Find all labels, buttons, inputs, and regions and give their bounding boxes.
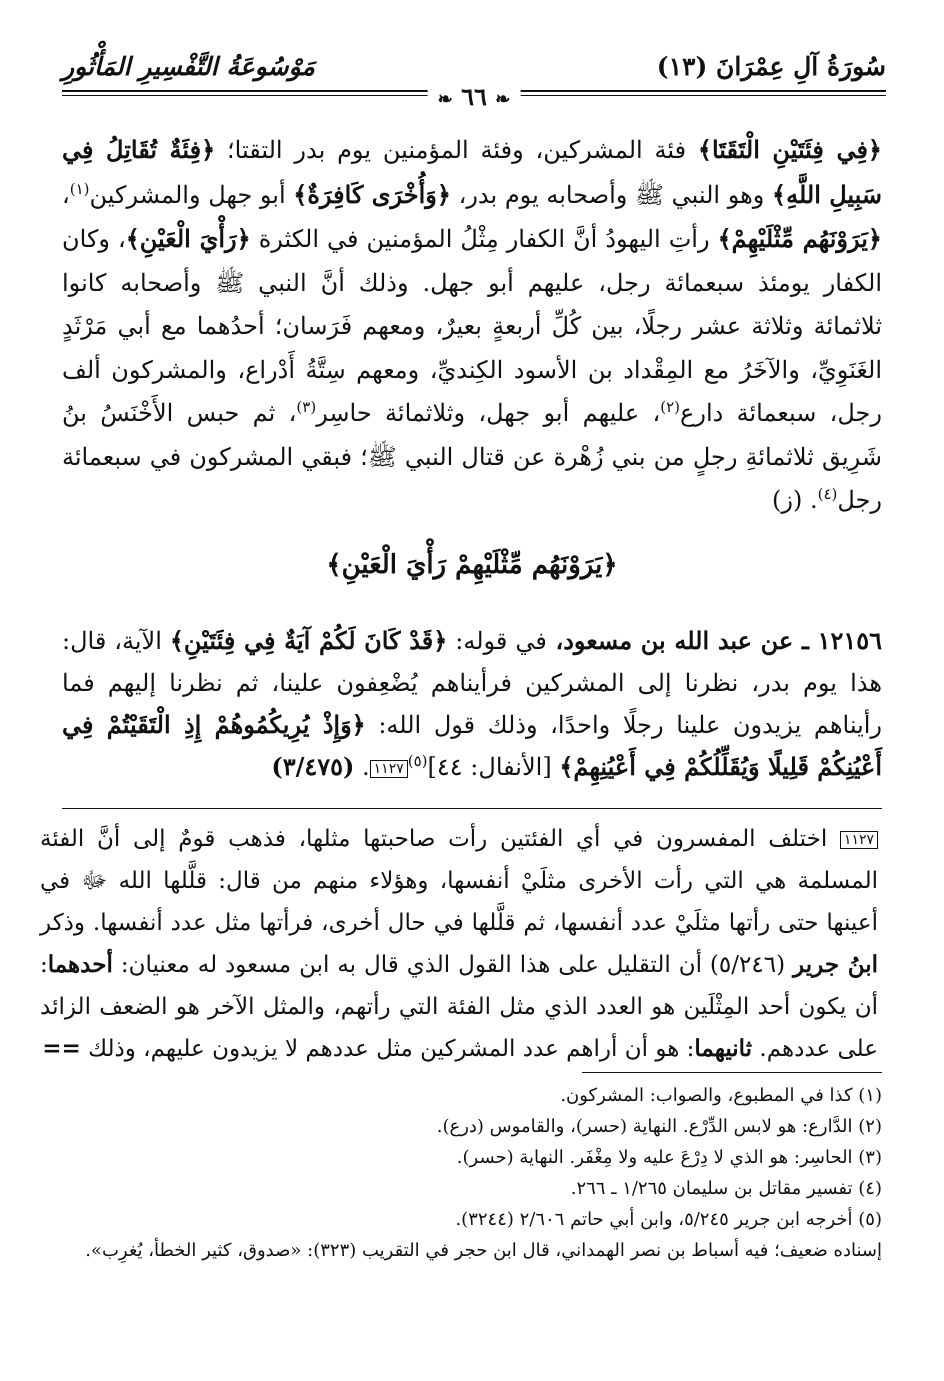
commentary-number-box: ١١٢٧ <box>840 831 878 849</box>
book-title: مَوْسُوعَةُ التَّفْسِيرِ المَأْثُورِ <box>62 52 315 81</box>
footnote-ref: (٥) <box>407 752 428 770</box>
text-run: أبو جهل والمشركين <box>89 180 294 209</box>
footnotes <box>62 1080 882 1266</box>
text-run: اختلف المفسرون في أي الفئتين رأت صاحبتها مثلها، فذهب قومٌ إلى أنَّ الفئة المسلمة هي التي رأت الأخرى مثلَيْ أنفسها، وهؤلاء منهم من قال: قلَّلها الله ﷻ في أعينها حتى رأتها مثلَيْ عدد أنفسها، ثم قلَّلها في حال أخرى، فرأتها مثل عدد أنفسها. وذكر <box>40 826 878 936</box>
page-header <box>62 52 886 112</box>
text-run: ، وكان الكفار يومئذ سبعمائة رجل، عليهم أبو جهل. وذلك أنَّ النبي ﷺ وأصحابه كانوا ثلاثمائة وثلاثة عشر رجلًا، بين كُلِّ أربعةٍ بعيرٌ، ومعهم فَرَسان؛ أحدُهما مع أبي مَرْثَدٍ الغَنَوِيِّ، والآخَرُ مع المِقْداد بن الأسود الكِنديِّ، ومعهم سِتَّةُ أَدْراع، والمشركون ألف رجل، سبعمائة دارع <box>62 225 882 427</box>
text-run: ، عليهم أبو جهل، وثلاثمائة حاسِر <box>316 399 661 427</box>
text-run: في قوله: <box>447 627 547 655</box>
text-run: ، <box>62 180 70 209</box>
commentary-ref-box: ١١٢٧ <box>370 760 408 778</box>
quran-quote: ﴿فِي فِئَتَيْنِ الْتَقَتَا﴾ <box>697 135 882 164</box>
paragraph <box>62 620 882 788</box>
footnote-item: (٥) أخرجه ابن جرير ٥/٢٤٥، وابن أبي حاتم ٢/٦٠٦ (٣٢٤٤). <box>455 1209 882 1230</box>
commentary-note <box>40 818 878 1070</box>
footnote-rule <box>582 1072 882 1073</box>
text-run: . (ز) <box>772 486 818 514</box>
bold-term: أحدهما <box>47 951 113 978</box>
hadith-entry <box>62 620 882 788</box>
paragraph <box>40 818 878 1070</box>
quran-quote: ﴿يَرَوْنَهُم مِّثْلَيْهِمْ﴾ <box>717 224 882 253</box>
quran-quote: ﴿وَأُخْرَى كَافِرَةٌ﴾ <box>293 179 451 209</box>
footnote-ref: (١) <box>69 179 90 198</box>
text-run: (٥/٢٤٦) أن التقليل على هذا القول الذي قال به ابن مسعود له معنيان: <box>112 952 794 978</box>
footnote-item: إسناده ضعيف؛ فيه أسباط بن نصر الهمداني، قال ابن حجر في التقريب (٣٢٣): «صدوق، كثير الخطأ، يُغرِب». <box>85 1240 882 1261</box>
quran-quote: ﴿قَدْ كَانَ لَكُمْ آيَةٌ فِي فِئَتَيْنِ﴾ <box>169 626 448 655</box>
quran-quote: ﴿فِئَةٌ تُقَاتِلُ فِي سَبِيلِ اللَّهِ﴾ <box>62 135 882 209</box>
ornament-right-icon: ❧ <box>495 89 511 110</box>
surah-title: سُورَةُ آلِ عِمْرَانَ (١٣) <box>656 52 886 81</box>
text-run: : هو أن أراهم عدد المشركين مثل عددهم لا يزيدون عليهم، وذلك <box>80 1036 695 1062</box>
quran-quote: ﴿رَأْيَ الْعَيْنِ﴾ <box>125 224 251 253</box>
text-run: : أن يكون أحد المِثْلَين هو العدد الذي مثل الفئة التي رأتهم، والمثل الآخر هو الضعف الزائد على عددهم. <box>40 952 878 1062</box>
text-run: ، ثم حبس الأَخْنَسُ بنُ شَرِيق ثلاثمائةِ رجلٍ من بني زُهْرة عن قتال النبي ﷺ؛ فبقي المشركون في سبعمائة رجل <box>62 399 883 514</box>
continuation-mark: == <box>42 1035 81 1062</box>
bold-term: ثانيهما <box>694 1035 753 1062</box>
verse-reference: [الأنفال: ٤٤] <box>427 753 560 781</box>
volume-page-ref: (٣/٤٧٥) <box>271 752 355 781</box>
text-run: الآية، قال: هذا يوم بدر، نظرنا إلى المشركين فرأيناهم يُضْعِفون علينا، ثم نظرنا إليهم فما رأيناهم يزيدون علينا رجلًا واحدًا، وذلك قول الله: <box>62 627 882 739</box>
section-heading: ﴿يَرَوْنَهُم مِّثْلَيْهِمْ رَأْيَ الْعَيْنِ﴾ <box>326 550 618 580</box>
page-number-block <box>428 82 521 111</box>
footnote-ref: (٤) <box>817 485 838 503</box>
footnote-item: (٤) تفسير مقاتل بن سليمان ١/٢٦٥ ـ ٢٦٦. <box>570 1178 882 1199</box>
text-run: وهو النبي ﷺ وأصحابه يوم بدر، <box>450 180 773 209</box>
footnote-item: (١) كذا في المطبوع، والصواب: المشركون. <box>560 1085 882 1106</box>
quran-quote: ﴿وَإِذْ يُرِيكُمُوهُمْ إِذِ الْتَقَيْتُمْ فِي أَعْيُنِكُمْ قَلِيلًا وَيُقَلِّلُكُمْ فِي أَعْيُنِهِمْ﴾ <box>62 710 882 781</box>
text-run: رأتِ اليهودُ أنَّ الكفار مِثْلُ المؤمنين في الكثرة <box>250 225 718 253</box>
hadith-number: ١٢١٥٦ <box>817 626 883 655</box>
text-run: . <box>354 753 370 781</box>
page-number: ٦٦ <box>461 82 487 111</box>
footnote-item: (٣) الحاسِر: هو الذي لا دِرْعَ عليه ولا مِغْفَر. النهاية (حسر). <box>456 1147 882 1168</box>
ornament-left-icon: ❧ <box>437 89 453 110</box>
paragraph <box>62 128 882 523</box>
text-run: فئة المشركين، وفئة المؤمنين يوم بدر التقتا؛ <box>215 136 698 164</box>
bold-name: ابنُ جرير <box>793 951 879 978</box>
footnote-item: (٢) الدَّارع: هو لابس الدِّرْع. النهاية (حسر)، والقاموس (درع). <box>436 1116 882 1137</box>
footnote-ref: (٢) <box>660 398 681 416</box>
tafsir-paragraph <box>62 128 882 523</box>
footnote-ref: (٣) <box>296 398 317 416</box>
divider-rule <box>62 808 882 809</box>
hadith-narrator: ـ عن عبد الله بن مسعود، <box>546 626 818 655</box>
